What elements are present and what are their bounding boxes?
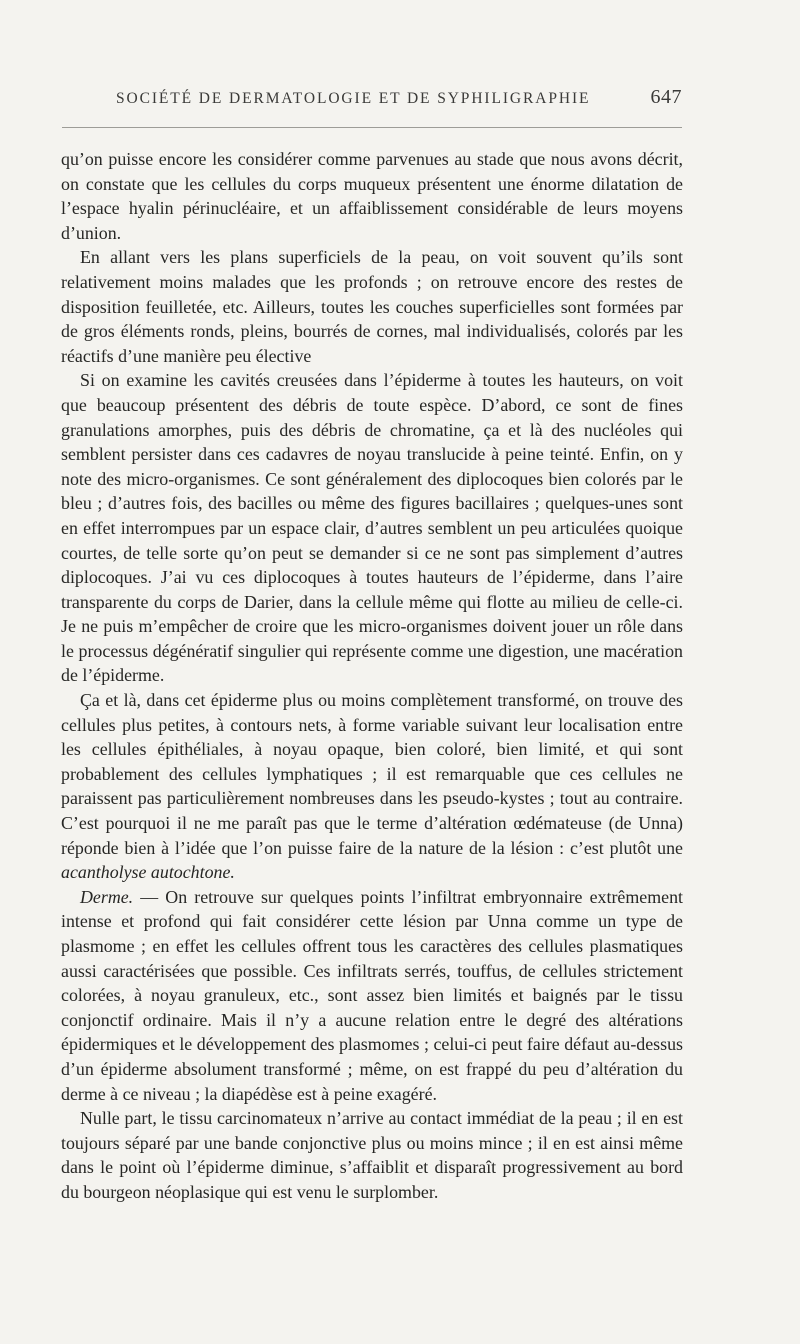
page-number: 647 <box>650 86 682 108</box>
paragraph-small-cells-text: Ça et là, dans cet épiderme plus ou moins complètement transformé, on trouve des cellules plus petites, à contours nets, à forme variable suivant leur localisation entre les cellules épithéliales, à noyau opaque, bien coloré, bien limité, et qui sont probablement des cellules lymphatiques ; il est remarquable que ces cellules ne paraissent pas particulièrement nombreuses dans les pseudo-kystes ; tout au contraire. C’est pourquoi il ne me paraît pas que le terme d’altération œdémateuse (de Unna) réponde bien à l’idée que l’on puisse faire de la nature de la lésion : c’est plutôt une <box>61 690 683 858</box>
paragraph-derme-text: — On retrouve sur quelques points l’infiltrat embryonnaire extrêmement intense et profond qui fait considérer cette lésion par Unna comme un type de plasmome ; en effet les cellules offrent tous les caractères des cellules plasmatiques aussi caractérisées que possible. Ces infiltrats serrés, touffus, de cellules strictement colorées, à noyau granuleux, etc., sont assez bien limités et baignés par le tissu conjonctif ordinaire. Mais il n’y a aucune relation entre le degré des altérations épidermiques et le développement des plasmomes ; celui-ci peut faire défaut au-dessus d’un épiderme absolument transformé ; même, on est frappé du peu d’altération du derme à ce niveau ; la diapédèse est à peine exagéré. <box>61 886 683 1104</box>
header-rule <box>62 127 682 128</box>
derme-heading: Derme. <box>80 886 134 907</box>
paragraph-carcinoma: Nulle part, le tissu carcinomateux n’arrive au contact immédiat de la peau ; il en est toujours séparé par une bande conjonctive plus ou moins mince ; il en est ainsi même dans le point où l’épiderme diminue, s’affaiblit et disparaît progressivement au bord du bourgeon néoplasique qui est venu le surplomber. <box>61 1108 683 1202</box>
paragraph-small-cells <box>61 688 683 885</box>
paragraph-cavities: Si on examine les cavités creusées dans l’épiderme à toutes les hauteurs, on voit que beaucoup présentent des débris de toute espèce. D’abord, ce sont de fines granulations amorphes, puis des débris de chromatine, ça et là des nucléoles qui semblent persister dans ces cadavres de noyau translucide à peine teinté. Enfin, on y note des micro-organismes. Ce sont généralement des diplocoques bien colorés par le bleu ; d’autres fois, des bacilles ou même des figures bacillaires ; quelques-unes sont en effet interrompues par un espace clair, d’autres semblent un peu articulées quoique courtes, de telle sorte qu’on peut se demander si ce ne sont pas simplement d’autres diplocoques. J’ai vu ces diplocoques à toutes hauteurs de l’épiderme, dans l’aire transparente du corps de Darier, dans la cellule même qui flotte au milieu de celle-ci. Je ne puis m’empêcher de croire que les micro-organismes doivent jouer un rôle dans le processus dégénératif singulier qui représente comme une digestion, une macération de l’épiderme. <box>61 370 683 686</box>
paragraph-continuation: qu’on puisse encore les considérer comme parvenues au stade que nous avons décrit, on constate que les cellules du corps muqueux présentent une énorme dilatation de l’espace hyalin périnucléaire, et un affaiblissement considérable de leurs moyens d’union. <box>61 149 683 243</box>
running-head <box>60 86 686 116</box>
acantholyse-term: acantholyse autochtone. <box>61 862 235 883</box>
running-title: SOCIÉTÉ DE DERMATOLOGIE ET DE SYPHILIGRAPHIE <box>116 90 591 107</box>
paragraph-superficial-layers: En allant vers les plans superficiels de la peau, on voit souvent qu’ils sont relativement moins malades que les profonds ; on retrouve encore des restes de disposition feuilletée, etc. Ailleurs, toutes les couches superficielles sont formées par de gros éléments ronds, pleins, bourrés de cornes, mal individualisés, colorés par les réactifs d’une manière peu élective <box>61 247 683 366</box>
body-text <box>61 147 683 1205</box>
paragraph-derme <box>61 885 683 1106</box>
